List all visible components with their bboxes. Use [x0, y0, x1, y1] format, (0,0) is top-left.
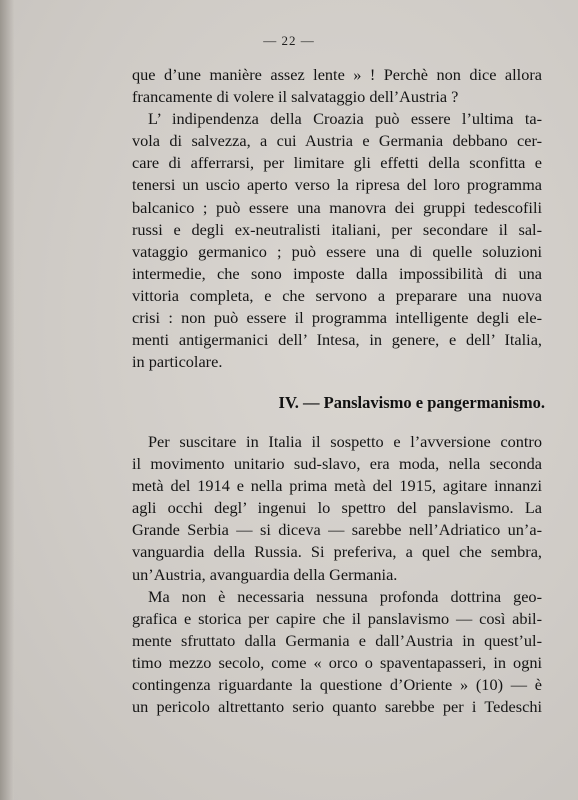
text-line: care di afferrarsi, per limitare gli effetti della sconfitta e: [132, 153, 542, 173]
text-line: vola di salvezza, a cui Austria e Germania debbano cer-: [132, 131, 542, 151]
text-line: un pericolo altrettanto serio quanto sarebbe per i Tedeschi: [132, 697, 542, 717]
text-line: in particolare.: [132, 352, 223, 372]
page-number: — 22 —: [263, 33, 315, 48]
paragraph-block-1: [132, 64, 542, 373]
paragraph-block-2: [132, 431, 542, 718]
text-line: vanguardia della Russia. Si preferiva, a quel che sembra,: [132, 542, 542, 562]
text-line: crisi : non può essere il programma intelligente degli ele-: [132, 308, 542, 328]
text-line: russi e degli ex-neutralisti italiani, per secondare il sal-: [132, 219, 542, 239]
text-line: grafica e storica per capire che il panslavismo — così abil-: [132, 608, 542, 628]
text-line: Ma non è necessaria nessuna profonda dottrina geo-: [148, 586, 542, 606]
text-line: il movimento unitario sud-slavo, era moda, nella seconda: [132, 454, 542, 474]
text-line: timo mezzo secolo, come « orco o spaventapasseri, in ogni: [132, 652, 542, 672]
text-line: francamente di volere il salvataggio dell’Austria ?: [132, 87, 459, 107]
section-heading: IV. — Panslavismo e pangermanismo.: [278, 393, 545, 412]
text-line: L’ indipendenza della Croazia può essere l’ultima ta-: [148, 109, 542, 129]
text-line: que d’une manière assez lente » ! Perchè non dice allora: [132, 65, 542, 84]
text-line: tenersi un uscio aperto verso la ripresa del loro programma: [132, 175, 542, 195]
text-line: balcanico ; può essere una manovra dei gruppi tedescofili: [132, 197, 542, 217]
text-line: vittoria completa, e che servono a preparare una nuova: [132, 285, 542, 305]
text-line: un’Austria, avanguardia della Germania.: [132, 564, 398, 584]
text-line: contingenza riguardante la questione d’Oriente » (10) — è: [132, 675, 542, 695]
text-line: metà del 1914 e nella prima metà del 1915, agitare innanzi: [132, 476, 542, 496]
text-line: menti antigermanici dell’ Intesa, in genere, e dell’ Italia,: [132, 330, 542, 350]
text-line: intermedie, che sono imposte dalla impossibilità di una: [132, 263, 542, 283]
text-line: mente sfruttato dalla Germania e dall’Austria in quest’ul-: [132, 630, 542, 650]
text-line: agli occhi degl’ ingenui lo spettro del panslavismo. La: [132, 498, 542, 518]
text-line: vataggio germanico ; può essere una di quelle soluzioni: [132, 241, 542, 261]
text-line: Grande Serbia — si diceva — sarebbe nell’Adriatico un’a-: [132, 520, 542, 540]
text-line: Per suscitare in Italia il sospetto e l’avversione contro: [148, 432, 542, 451]
